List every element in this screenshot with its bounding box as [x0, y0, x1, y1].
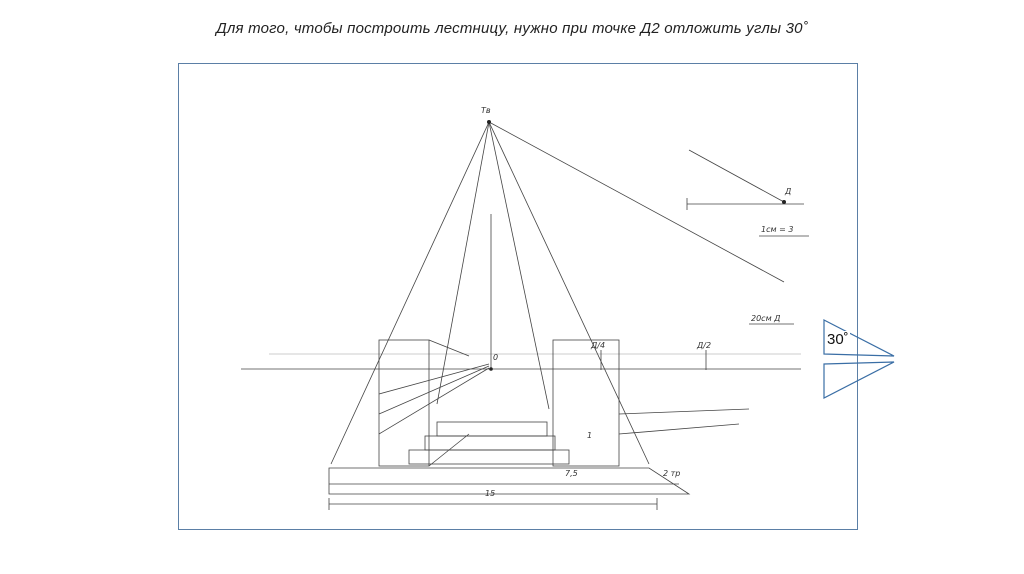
vanishing-point-label: Tв: [481, 106, 491, 115]
ray-right: [489, 122, 649, 464]
d-marker-line: [689, 150, 784, 202]
vanishing-point: [487, 120, 491, 124]
right-block: [553, 340, 619, 466]
origin-label: 0: [493, 353, 499, 362]
base-platform: [329, 468, 689, 494]
d-point-label: Д: [785, 187, 792, 196]
perspective-sketch: [178, 63, 858, 530]
scale-note: 1см = 3: [761, 225, 794, 234]
angle-label: 30˚: [827, 331, 849, 348]
dimension-one-label: 1: [587, 431, 593, 440]
fraction-right: Д/2: [697, 341, 712, 350]
ray-inner-right: [489, 122, 549, 409]
step-middle: [425, 436, 555, 450]
triangle-lower-icon: [824, 362, 894, 398]
diagonal-to-d: [489, 122, 784, 282]
center-point: [489, 367, 493, 371]
step-top: [437, 422, 547, 436]
dimension-small-label: 2 тр: [663, 469, 681, 478]
sketch-canvas: [179, 64, 859, 531]
d-point: [782, 200, 786, 204]
fraction-left: Д/4: [591, 341, 606, 350]
distance-note: 20см Д: [751, 314, 781, 323]
slide-title: Для того, чтобы построить лестницу, нужно при точке Д2 отложить углы 30˚: [216, 20, 808, 37]
ray-inner-left: [437, 122, 489, 404]
dimension-label-15: 15: [485, 489, 496, 498]
ray-left: [331, 122, 489, 464]
step-lower: [409, 450, 569, 464]
dimension-step-label: 7,5: [565, 469, 578, 478]
